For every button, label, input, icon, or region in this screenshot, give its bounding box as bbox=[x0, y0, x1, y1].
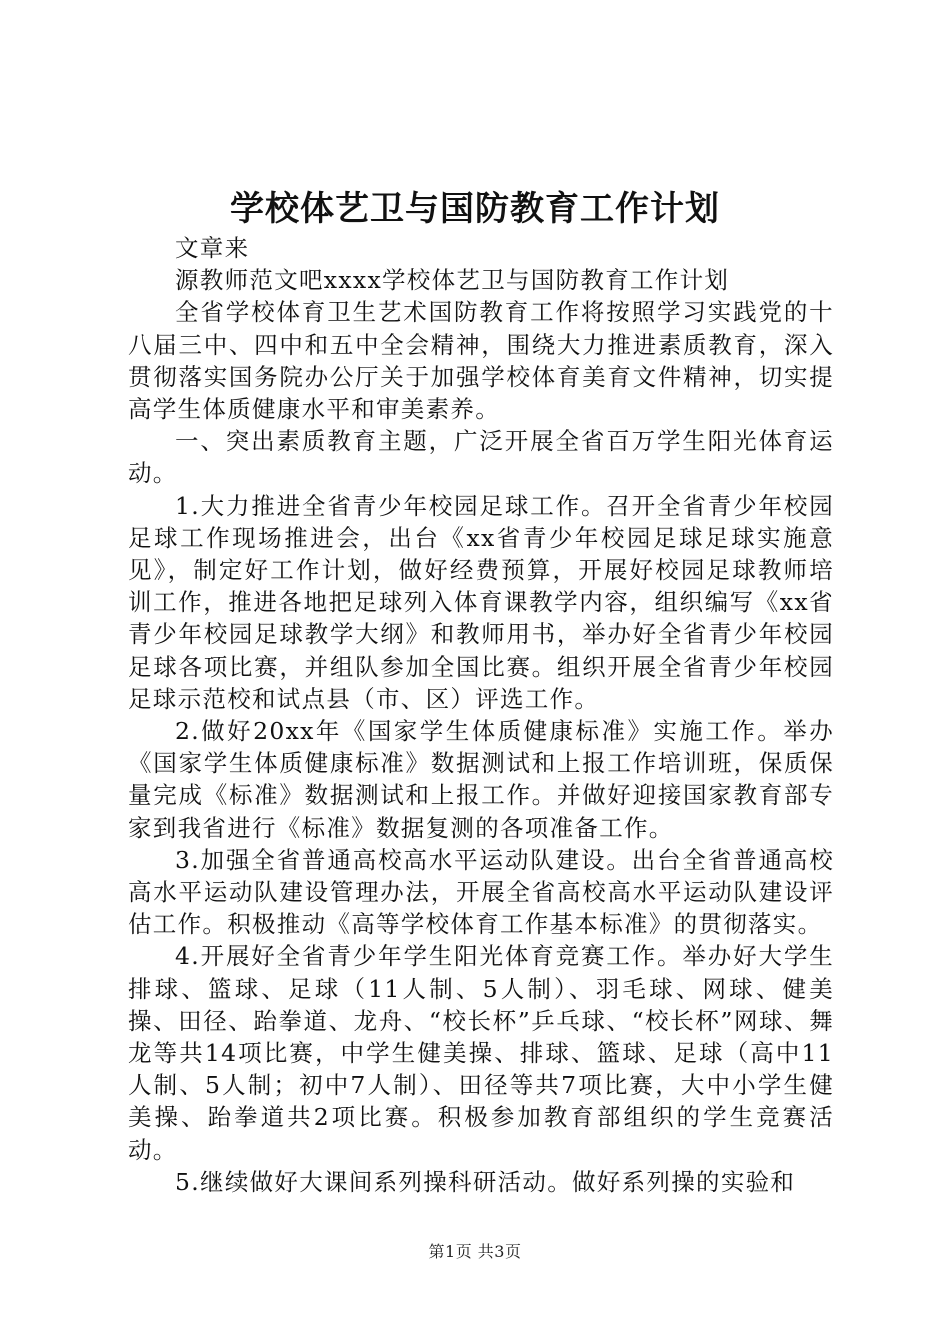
paragraph-item-1: 1.大力推进全省青少年校园足球工作。召开全省青少年校园足球工作现场推进会，出台《xx省青少年校园足球足球实施意见》，制定好工作计划，做好经费预算，开展好校园足球教师培训工作，推进各地把足球列入体育课教学内容，组织编写《xx省青少年校园足球教学大纲》和教师用书，举办好全省青少年校园足球各项比赛，并组队参加全国比赛。组织开展全省青少年校园足球示范校和试点县（市、区）评选工作。 bbox=[128, 491, 834, 713]
paragraph-section-heading: 一、突出素质教育主题，广泛开展全省百万学生阳光体育运动。 bbox=[128, 427, 834, 488]
document-body bbox=[128, 232, 834, 1198]
paragraph-source-line-2: 源教师范文吧xxxx学校体艺卫与国防教育工作计划 bbox=[175, 266, 730, 295]
paragraph-item-2: 2.做好20xx年《国家学生体质健康标准》实施工作。举办《国家学生体质健康标准》数据测试和上报工作培训班，保质保量完成《标准》数据测试和上报工作。并做好迎接国家教育部专家到我省进行《标准》数据复测的各项准备工作。 bbox=[128, 717, 834, 842]
paragraph-source-line-1: 文章来 bbox=[175, 234, 250, 262]
paragraph-intro: 全省学校体育卫生艺术国防教育工作将按照学习实践党的十八届三中、四中和五中全会精神，围绕大力推进素质教育，深入贯彻落实国务院办公厅关于加强学校体育美育文件精神，切实提高学生体质健康水平和审美素养。 bbox=[128, 298, 834, 424]
document-title: 学校体艺卫与国防教育工作计划 bbox=[230, 189, 720, 229]
page-number-footer: 第1页 共3页 bbox=[428, 1242, 522, 1261]
paragraph-item-4: 4.开展好全省青少年学生阳光体育竞赛工作。举办好大学生排球、篮球、足球（11人制、5人制）、羽毛球、网球、健美操、田径、跆拳道、龙舟、“校长杯”乒乓球、“校长杯”网球、舞龙等共14项比赛，中学生健美操、排球、篮球、足球（高中11人制、5人制；初中7人制）、田径等共7项比赛，大中小学生健美操、跆拳道共2项比赛。积极参加教育部组织的学生竞赛活动。 bbox=[128, 942, 834, 1164]
paragraph-item-3: 3.加强全省普通高校高水平运动队建设。出台全省普通高校高水平运动队建设管理办法，开展全省高校高水平运动队建设评估工作。积极推动《高等学校体育工作基本标准》的贯彻落实。 bbox=[128, 845, 834, 939]
paragraph-item-5: 5.继续做好大课间系列操科研活动。做好系列操的实验和 bbox=[175, 1167, 796, 1196]
